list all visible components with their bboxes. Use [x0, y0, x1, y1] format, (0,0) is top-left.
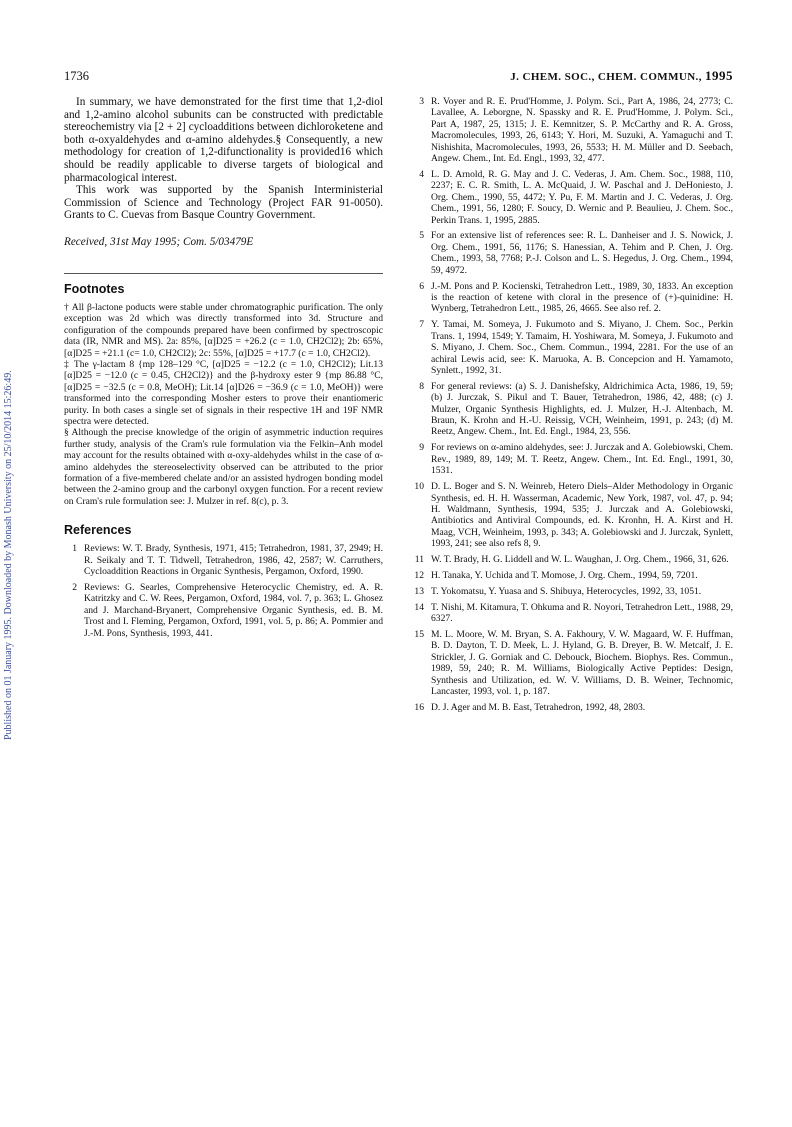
- reference-text: H. Tanaka, Y. Uchida and T. Momose, J. Org. Chem., 1994, 59, 7201.: [431, 569, 698, 581]
- reference-item: [411, 702, 733, 713]
- reference-text: R. Voyer and R. E. Prud'Homme, J. Polym. Sci., Part A, 1986, 24, 2773; C. Lavallee, A. Leborgne, N. Spassky and R. E. Prud'Homme, J. Polym. Sci., Part A, 1987, 25, 1315; J. E. Kemnitzer, S. P. McCarthy and R. A. Gross, Macromolecules, 1993, 26, 6143; Y. Hori, M. Suzuki, A. Yamaguchi and T. Nishishita, Macromolecules, 1993, 26, 5533; H. M. Müller and D. Seebach, Angew. Chem., Int. Ed. Engl., 1993, 32, 477.: [431, 96, 733, 165]
- reference-number: 9: [419, 442, 424, 454]
- reference-item: [411, 230, 733, 276]
- reference-number: 13: [414, 585, 424, 597]
- reference-item: [411, 281, 733, 315]
- reference-item: [411, 481, 733, 549]
- journal-title: J. CHEM. SOC., CHEM. COMMUN.,: [510, 71, 702, 83]
- reference-item: [411, 629, 733, 697]
- reference-number: 12: [414, 569, 424, 581]
- references-list-left: [64, 543, 383, 639]
- reference-number: 14: [414, 601, 424, 613]
- reference-text: D. J. Ager and M. B. East, Tetrahedron, 1992, 48, 2803.: [431, 702, 646, 713]
- reference-item: [411, 96, 733, 164]
- page-number: 1736: [64, 69, 89, 83]
- reference-text: T. Nishi, M. Kitamura, T. Ohkuma and R. Noyori, Tetrahedron Lett., 1988, 29, 6327.: [431, 601, 733, 625]
- reference-text: M. L. Moore, W. M. Bryan, S. A. Fakhoury, V. W. Magaard, W. F. Huffman, B. D. Dayton, T. D. Meek, L. J. Hyland, G. B. Dreyer, B. W. Metcalf, J. E. Strickler, J. G. Gorniak and C. Debouck, Biochem. Biophys. Res. Commun., 1989, 59, 240; R. M. Williams, Biologically Active Peptides: Design, Synthesis and Utilization, ed. W. V. Williams, D. B. Weiner, Technomic, Lancaster, 1993, vol. 1, p. 187.: [431, 629, 733, 698]
- body-paragraph: This work was supported by the Spanish Interministerial Commission of Science and Technology (Project FAR 91-0050). Grants to C. Cuevas from Basque Country Government.: [64, 184, 383, 222]
- reference-item: [411, 319, 733, 376]
- reference-item: [411, 442, 733, 476]
- reference-text: W. T. Brady, H. G. Liddell and W. L. Waughan, J. Org. Chem., 1966, 31, 626.: [431, 554, 729, 566]
- reference-text: Y. Tamai, M. Someya, J. Fukumoto and S. Miyano, J. Chem. Soc., Perkin Trans. 1, 1994, 1549; Y. Tamaim, H. Yoshiwara, M. Someya, J. Fukumoto and S. Miyano, J. Chem. Soc., Chem. Commun., 1994, 2281. For the use of an achiral Lewis acid, see: K. Maruoka, A. B. Concepcion and H. Yamamoto, Synlett., 1992, 31.: [431, 319, 733, 376]
- footnote: § Although the precise knowledge of the origin of asymmetric induction requires further study, analysis of the Cram's rule formulation via the Felkin–Anh model may account for the results obtained with α-oxy-aldehydes whilst in the case of α-amino aldehydes the stereoselectivity observed can be attributed to the prior formation of a five-membered chelate and/or an assisted hydrogen bonding model between the 2-amino group and the carbonyl oxygen function. For a recent review on Cram's rule formulation see: J. Mulzer in ref. 8(c), p. 3.: [64, 427, 383, 507]
- references-heading: References: [64, 523, 132, 538]
- references-list-right: [411, 96, 733, 713]
- reference-number: 8: [419, 380, 424, 392]
- reference-text: L. D. Arnold, R. G. May and J. C. Vederas, J. Am. Chem. Soc., 1988, 110, 2237; E. C. R. Smith, L. A. McQuaid, J. W. Paschal and J. DeHoniesto, J. Org. Chem., 1990, 55, 4472; Y. Pu, F. M. Martin and J. C. Vederas, J. Org. Chem., 1991, 56, 1280; F. Soucy, D. Wernic and P. Beaulieu, J. Chem. Soc., Perkin Trans. 1, 1995, 2885.: [431, 168, 733, 226]
- reference-number: 11: [414, 554, 424, 566]
- journal-header: [510, 68, 733, 84]
- reference-number: 5: [419, 230, 424, 242]
- reference-item: [411, 381, 733, 438]
- reference-text: D. L. Boger and S. N. Weinreb, Hetero Diels–Alder Methodology in Organic Synthesis, ed. H. H. Wasserman, Academic, New York, 1987, vol. 47, p. 94; H. Waldmann, Synthesis, 1994, 535; J. Jurczak and A. Golebiowski, Antibiotics and Antiviral Compounds, ed. K. Kronhn, H. A. Kirst and H. Maag, VCH, Weinheim, 1993, p. 343; A. Golebiowski and J. Jurczak, Synlett, 1993, 241; see also refs 8, 9.: [431, 481, 733, 550]
- reference-number: 1: [72, 543, 77, 555]
- left-column: [64, 96, 383, 644]
- reference-number: 4: [419, 168, 424, 180]
- reference-item: [64, 543, 383, 577]
- reference-text: T. Yokomatsu, Y. Yuasa and S. Shibuya, Heterocycles, 1992, 33, 1051.: [431, 585, 702, 597]
- reference-text: J.-M. Pons and P. Kocienski, Tetrahedron Lett., 1989, 30, 1833. An exception is the reaction of ketene with cloral in the presence of (+)-quinidine: H. Wynberg, Tetrahedron Lett., 1985, 26, 4665. See also ref. 2.: [431, 280, 733, 315]
- reference-text: For reviews on α-amino aldehydes, see: J. Jurczak and A. Golebiowski, Chem. Rev., 1989, 89, 149; M. T. Reetz, Angew. Chem., Int. Ed. Engl., 1991, 30, 1531.: [431, 442, 733, 477]
- section-divider: [64, 273, 383, 274]
- reference-item: [64, 582, 383, 639]
- reference-item: [411, 169, 733, 226]
- reference-text: For general reviews: (a) S. J. Danishefsky, Aldrichimica Acta, 1986, 19, 59; (b) J. Jurczak, S. Pikul and T. Bauer, Tetrahedron, 1986, 42, 488; (c) J. Mulzer, Organic Synthesis Highlights, ed. J. Mulzer, H.-J. Altenbach, M. Braun, K. Krohn and H.-U. Reissig, VCH, Weinheim, 1991, p. 243; (d) M. Reetz, Angew. Chem., Int. Ed. Engl., 1984, 23, 556.: [431, 380, 733, 438]
- reference-text: Reviews: G. Searles, Comprehensive Heterocyclic Chemistry, ed. A. R. Katritzky and C. W. Rees, Pergamon, Oxford, 1984, vol. 7, p. 363; L. Ghosez and J. Marchand-Bryanert, Comprehensive Organic Synthesis, ed. B. M. Trost and I. Fleming, Pergamon, Oxford, 1991, vol. 5, p. 86; A. Pommier and J.-M. Pons, Synthesis, 1993, 441.: [84, 581, 383, 639]
- reference-number: 15: [414, 629, 424, 641]
- download-watermark: [3, 180, 17, 740]
- reference-item: [411, 570, 733, 581]
- journal-year: 1995: [705, 68, 733, 83]
- reference-number: 2: [72, 581, 77, 593]
- received-line: Received, 31st May 1995; Com. 5/03479E: [64, 235, 254, 248]
- footnote: ‡ The γ-lactam 8 {mp 128–129 °C, [α]D25 = −12.2 (c = 1.0, CH2Cl2); Lit.13 [α]D25 = −12.0 (c = 0.45, CH2Cl2)} and the β-hydroxy ester 9 {mp 86.88 °C, [α]D25 = −32.5 (c = 0.8, MeOH); Lit.14 [α]D26 = −36.9 (c = 1.0, MeOH)} were transformed into the corresponding Mosher esters to prove their enantiomeric purity. In both cases a single set of signals in their respective 1H and 19F NMR spectra were detected.: [64, 358, 383, 427]
- body-paragraph: In summary, we have demonstrated for the first time that 1,2-diol and 1,2-amino alcohol subunits can be constructed with predictable stereochemistry via [2 + 2] cycloadditions between dichloroketene and both α-oxyaldehydes and α-amino aldehydes.§ Consequently, a new methodology for creation of 1,2-difunctionality is provided16 which should be readily applicable to diverse targets of biological and pharmacological interest.: [64, 96, 383, 184]
- reference-item: [411, 554, 733, 565]
- right-column: [411, 96, 733, 718]
- reference-number: 3: [419, 96, 424, 107]
- reference-number: 7: [419, 319, 424, 331]
- reference-number: 16: [414, 702, 424, 713]
- reference-text: For an extensive list of references see: R. L. Danheiser and J. S. Nowick, J. Org. Chem., 1991, 56, 1176; S. Hanessian, A. Tehim and P. Chen, J. Org. Chem., 1993, 58, 7768; P.-J. Colson and L. S. Hegedus, J. Org. Chem., 1994, 59, 4972.: [431, 230, 733, 276]
- reference-text: Reviews: W. T. Brady, Synthesis, 1971, 415; Tetrahedron, 1981, 37, 2949; H. R. Seikaly and T. T. Tidwell, Tetrahedron, 1986, 42, 2587; W. Carruthers, Cycloaddition Reactions in Organic Synthesis, Pergamon, Oxford, 1990.: [84, 543, 383, 578]
- footnotes-heading: Footnotes: [64, 281, 125, 296]
- reference-item: [411, 586, 733, 597]
- watermark-text: Published on 01 January 1995. Downloaded by Monash University on 25/10/2014 15:26:49.: [3, 370, 14, 740]
- footnote: † All β-lactone poducts were stable under chromatographic purification. The only exception was 2d which was directly transformed into 3d. Structure and configuration of the compounds prepared have been confirmed by spectroscopic data (IR, NMR and MS). 2a: 85%, [α]D25 = +26.2 (c = 1.0, CH2Cl2); 2b: 65%, [α]D25 = +21.1 (c= 1.0, CH2Cl2); 2c: 55%, [α]D25 = +17.7 (c = 1.0, CH2Cl2).: [64, 301, 383, 359]
- reference-item: [411, 602, 733, 625]
- reference-number: 10: [414, 481, 424, 493]
- reference-number: 6: [419, 280, 424, 292]
